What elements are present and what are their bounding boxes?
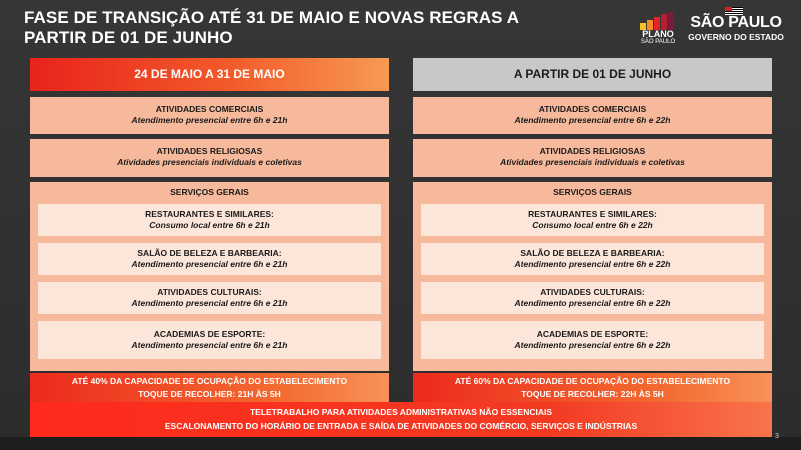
service-item <box>421 282 764 314</box>
general-services-box <box>30 182 389 371</box>
service-title: ATIVIDADES CULTURAIS: <box>540 287 645 297</box>
service-text: Consumo local entre 6h e 22h <box>532 220 653 230</box>
religious-activities-box <box>413 139 772 177</box>
column-until-may-31 <box>30 58 389 371</box>
governo-sao-paulo-logo <box>684 14 788 44</box>
general-services-title: SERVIÇOS GERAIS <box>170 187 249 197</box>
box-text: Atividades presenciais individuais e coletivas <box>117 157 302 167</box>
service-title: SALÃO DE BELEZA E BARBEARIA: <box>137 248 282 258</box>
box-text: Atividades presenciais individuais e coletivas <box>500 157 685 167</box>
service-text: Atendimento presencial entre 6h e 22h <box>514 298 671 308</box>
service-title: SALÃO DE BELEZA E BARBEARIA: <box>520 248 665 258</box>
box-text: Atendimento presencial entre 6h e 22h <box>514 115 671 125</box>
column-from-june-1 <box>413 58 772 371</box>
service-item <box>38 243 381 275</box>
plano-sao-paulo-logo <box>637 12 679 46</box>
service-title: ACADEMIAS DE ESPORTE: <box>536 329 649 339</box>
capacity-band-june <box>413 373 772 403</box>
service-item <box>421 243 764 275</box>
staggered-hours-rule: ESCALONAMENTO DO HORÁRIO DE ENTRADA E SAÍDA DE ATIVIDADES DO COMÉRCIO, SERVIÇOS E INDÚSTRIAS <box>164 421 638 431</box>
column-header: A PARTIR DE 01 DE JUNHO <box>413 58 772 91</box>
curfew-text: TOQUE DE RECOLHER: 21H ÀS 5H <box>138 389 281 399</box>
page-number: 3 <box>775 433 779 440</box>
general-services-title: SERVIÇOS GERAIS <box>553 187 632 197</box>
commercial-activities-box <box>30 97 389 134</box>
footer-strip <box>0 437 801 450</box>
religious-activities-box <box>30 139 389 177</box>
state-name: SÃO PAULO <box>690 14 782 31</box>
service-text: Atendimento presencial entre 6h e 21h <box>131 259 288 269</box>
box-title: ATIVIDADES COMERCIAIS <box>155 104 264 114</box>
column-header: 24 DE MAIO A 31 DE MAIO <box>30 58 389 91</box>
service-text: Atendimento presencial entre 6h e 22h <box>514 259 671 269</box>
service-text: Atendimento presencial entre 6h e 21h <box>131 340 288 350</box>
service-title: RESTAURANTES E SIMILARES: <box>528 209 657 219</box>
slide-title: FASE DE TRANSIÇÃO ATÉ 31 DE MAIO E NOVAS REGRAS A PARTIR DE 01 DE JUNHO <box>24 8 519 47</box>
curfew-text: TOQUE DE RECOLHER: 22H ÀS 5H <box>521 389 664 399</box>
plano-logo-subtext: SÃO PAULO <box>640 39 676 45</box>
service-item <box>38 321 381 359</box>
service-text: Atendimento presencial entre 6h e 21h <box>131 298 288 308</box>
capacity-text: ATÉ 40% DA CAPACIDADE DE OCUPAÇÃO DO ESTABELECIMENTO <box>71 376 348 386</box>
telework-rule: TELETRABALHO PARA ATIVIDADES ADMINISTRATIVAS NÃO ESSENCIAIS <box>249 407 553 417</box>
bar-chart-icon <box>640 12 676 30</box>
service-text: Consumo local entre 6h e 21h <box>149 220 270 230</box>
box-title: ATIVIDADES COMERCIAIS <box>538 104 647 114</box>
capacity-text: ATÉ 60% DA CAPACIDADE DE OCUPAÇÃO DO ESTABELECIMENTO <box>454 376 731 386</box>
service-title: ATIVIDADES CULTURAIS: <box>157 287 262 297</box>
service-text: Atendimento presencial entre 6h e 22h <box>514 340 671 350</box>
box-text: Atendimento presencial entre 6h e 21h <box>131 115 288 125</box>
service-title: RESTAURANTES E SIMILARES: <box>145 209 274 219</box>
service-item <box>38 204 381 236</box>
general-services-box <box>413 182 772 371</box>
box-title: ATIVIDADES RELIGIOSAS <box>539 146 646 156</box>
service-title: ACADEMIAS DE ESPORTE: <box>153 329 266 339</box>
service-item <box>421 204 764 236</box>
state-government-label: GOVERNO DO ESTADO <box>688 32 784 42</box>
general-rules-band <box>30 402 772 437</box>
plano-logo-text: PLANO <box>642 29 674 39</box>
service-item <box>421 321 764 359</box>
service-item <box>38 282 381 314</box>
commercial-activities-box <box>413 97 772 134</box>
capacity-band-may <box>30 373 389 403</box>
box-title: ATIVIDADES RELIGIOSAS <box>156 146 263 156</box>
